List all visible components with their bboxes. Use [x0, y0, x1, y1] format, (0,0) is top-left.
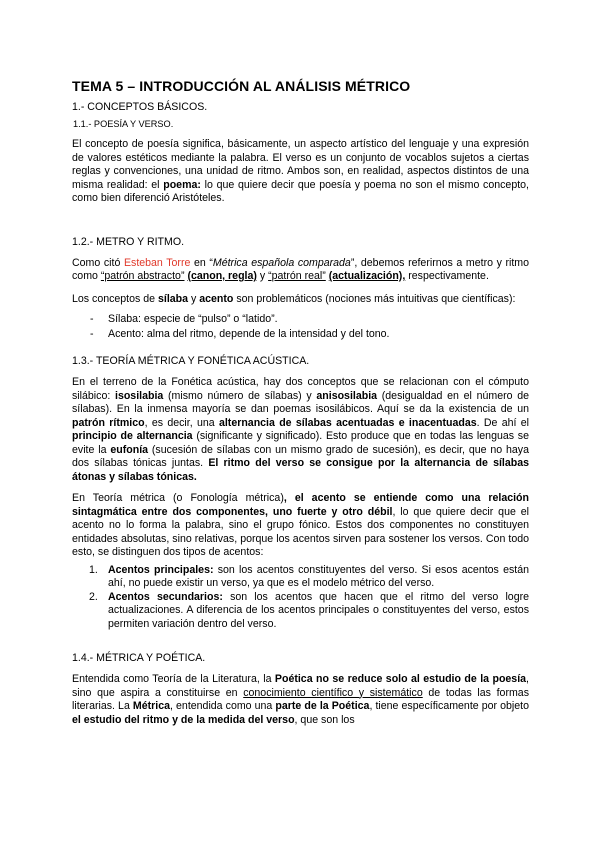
paragraph-metro-ritmo: Como citó Esteban Torre en “Métrica española comparada”, debemos referirnos a metro y ritmo como “patrón abstracto” (canon, regla) y “patrón real” (actualización), respectivamente. — [72, 256, 530, 282]
section-heading-metro-ritmo: 1.2.- METRO Y RITMO. — [72, 235, 185, 248]
author-name: Esteban Torre — [123, 256, 191, 269]
list-item: - Sílaba: especie de “pulso” o “latido”. — [72, 312, 529, 327]
dash-list-definitions — [72, 312, 529, 341]
paragraph-teoria-metrica: En Teoría métrica (o Fonología métrica), el acento se entiende como una relación sintagmática entre dos componentes, uno fuerte y otro débil, lo que quiere decir que el acento no lo forma la palabra, sino el grupo fónico. Estos dos componentes no constituyen entidades absolutas, sino relativas, porque los acentos sirven para sostener los versos. Con todo esto, se distinguen dos tipos de acentos: — [72, 492, 529, 558]
numbered-list-acentos — [72, 564, 529, 632]
list-item: 2. Acentos secundarios: son los acentos que hacen que el ritmo del verso logre actualizaciones. A diferencia de los acentos principales o constituyentes del verso, estos permiten variación dentro del verso. — [89, 590, 530, 630]
subsection-heading-poesia: 1.1.- POESÍA Y VERSO. — [73, 119, 174, 129]
section-heading-teoria-metrica: 1.3.- TEORÍA MÉTRICA Y FONÉTICA ACÚSTICA. — [72, 355, 310, 367]
paragraph-fonetica-acustica: En el terreno de la Fonética acústica, hay dos conceptos que se relacionan con el cómputo silábico: isosilabia (mismo número de sílabas) y anisosilabia (desigualdad en el número de sílabas). En la inmensa mayoría se dan poemas isosilábicos. Aquí se da la existencia de un patrón rítmico, es decir, una alternancia de sílabas acentuadas e inacentuadas. De ahí el principio de alternancia (significante y significado). Esto produce que en todas las lenguas se evite la eufonía (sucesión de sílabas con un mismo grado de sucesión), es decir, que no haya dos sílabas tónicas juntas. El ritmo del verso se consigue por la alternancia de sílabas átonas y sílabas tónicas. — [72, 376, 530, 483]
list-item: - Acento: alma del ritmo, depende de la intensidad y del tono. — [72, 327, 529, 342]
paragraph-metrica-poetica: Entendida como Teoría de la Literatura, la Poética no se reduce solo al estudio de la poesía, sino que aspira a constituirse en conocimiento científico y sistemático de todas las formas literarias. La Métrica, entendida como una parte de la Poética, tiene específicamente por objeto el estudio del ritmo y de la medida del verso, que son los — [72, 673, 529, 726]
section-heading-conceptos: 1.- CONCEPTOS BÁSICOS. — [72, 101, 208, 113]
list-item: 1. Acentos principales: son los acentos constituyentes del verso. Si esos acentos están ahí, no puede existir un verso, ya que es el modelo métrico del verso. — [89, 563, 529, 589]
book-title: Métrica española comparada — [212, 256, 351, 269]
paragraph-poesia-verso: El concepto de poesía significa, básicamente, un aspecto artístico del lenguaje y una expresión de valores estéticos mediante la palabra. El verso es un conjunto de vocablos sujetos a ciertas reglas y convenciones, una unidad de ritmo. Ambos son, en realidad, aspectos distintos de una misma realidad: el poema: lo que quiere decir que poesía y poema no son el mismo concepto, como bien diferenció Aristóteles. — [72, 138, 529, 204]
section-heading-metrica-poetica: 1.4.- MÉTRICA Y POÉTICA. — [72, 652, 206, 664]
document-title: TEMA 5 – INTRODUCCIÓN AL ANÁLISIS MÉTRICO — [72, 78, 411, 94]
paragraph-silaba-acento: Los conceptos de sílaba y acento son problemáticos (nociones más intuitivas que científicas): — [72, 292, 516, 305]
